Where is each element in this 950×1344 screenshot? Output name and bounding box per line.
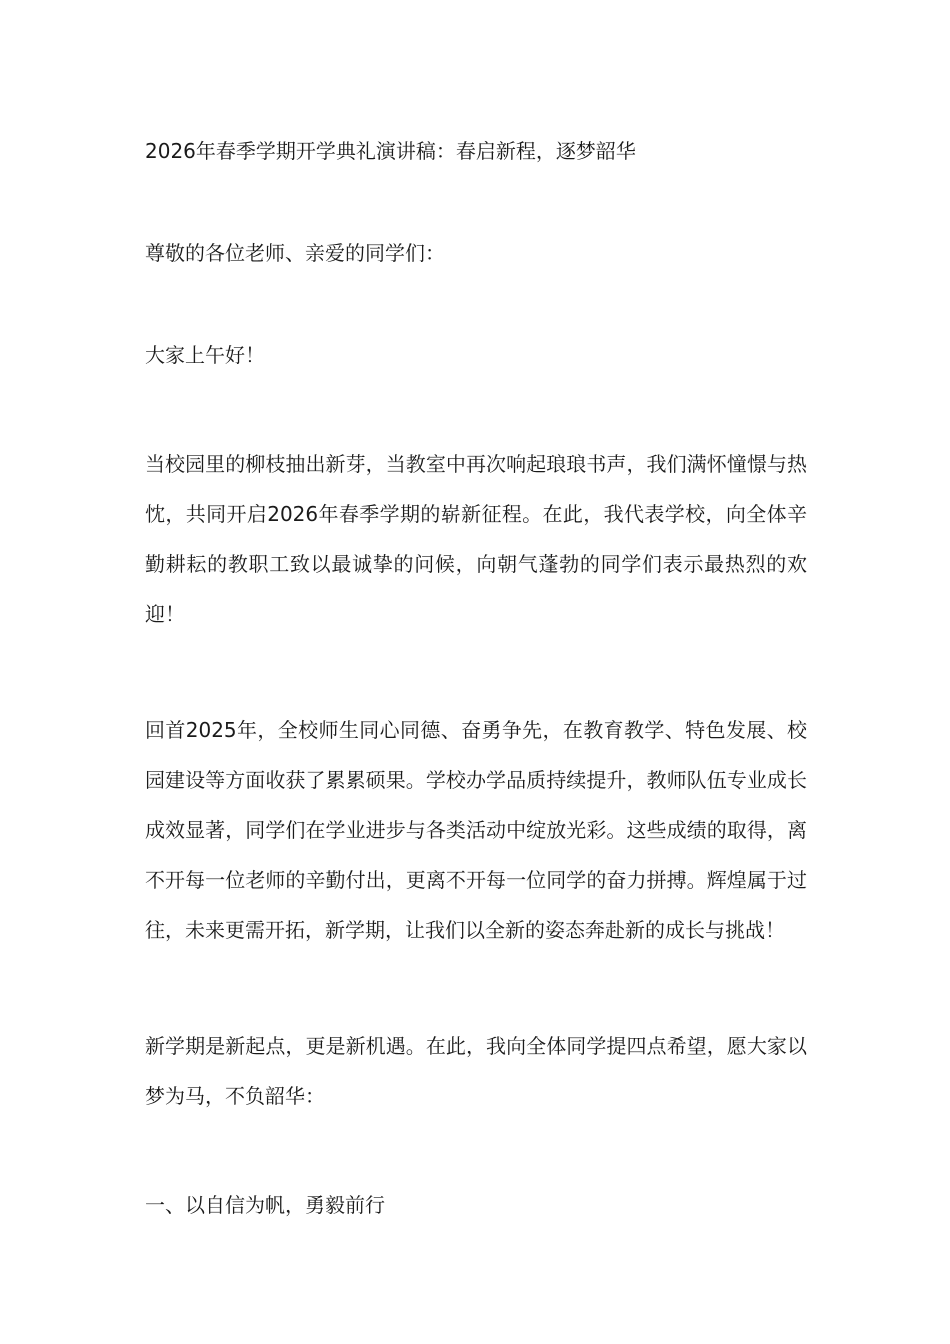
document-title: 2026年春季学期开学典礼演讲稿：春启新程，逐梦韶华 [145,139,636,163]
paragraph-opening: 当校园里的柳枝抽出新芽，当教室中再次响起琅琅书声，我们满怀憧憬与热忱，共同开启2026年春季学期的崭新征程。在此，我代表学校，向全体辛勤耕耘的教职工致以最诚挚的问候，向朝气蓬勃的同学们表示最热烈的欢迎！ [145,452,807,626]
greeting: 大家上午好！ [145,343,265,367]
paragraph-hopes: 新学期是新起点，更是新机遇。在此，我向全体同学提四点希望，愿大家以梦为马，不负韶华： [145,1034,807,1108]
document-body [145,133,807,1223]
salutation: 尊敬的各位老师、亲爱的同学们： [145,241,445,265]
section-heading-1: 一、以自信为帆，勇毅前行 [145,1193,385,1217]
paragraph-review: 回首2025年，全校师生同心同德、奋勇争先，在教育教学、特色发展、校园建设等方面收获了累累硕果。学校办学品质持续提升，教师队伍专业成长成效显著，同学们在学业进步与各类活动中绽放光彩。这些成绩的取得，离不开每一位老师的辛勤付出，更离不开每一位同学的奋力拼搏。辉煌属于过往，未来更需开拓，新学期，让我们以全新的姿态奔赴新的成长与挑战！ [145,718,807,942]
